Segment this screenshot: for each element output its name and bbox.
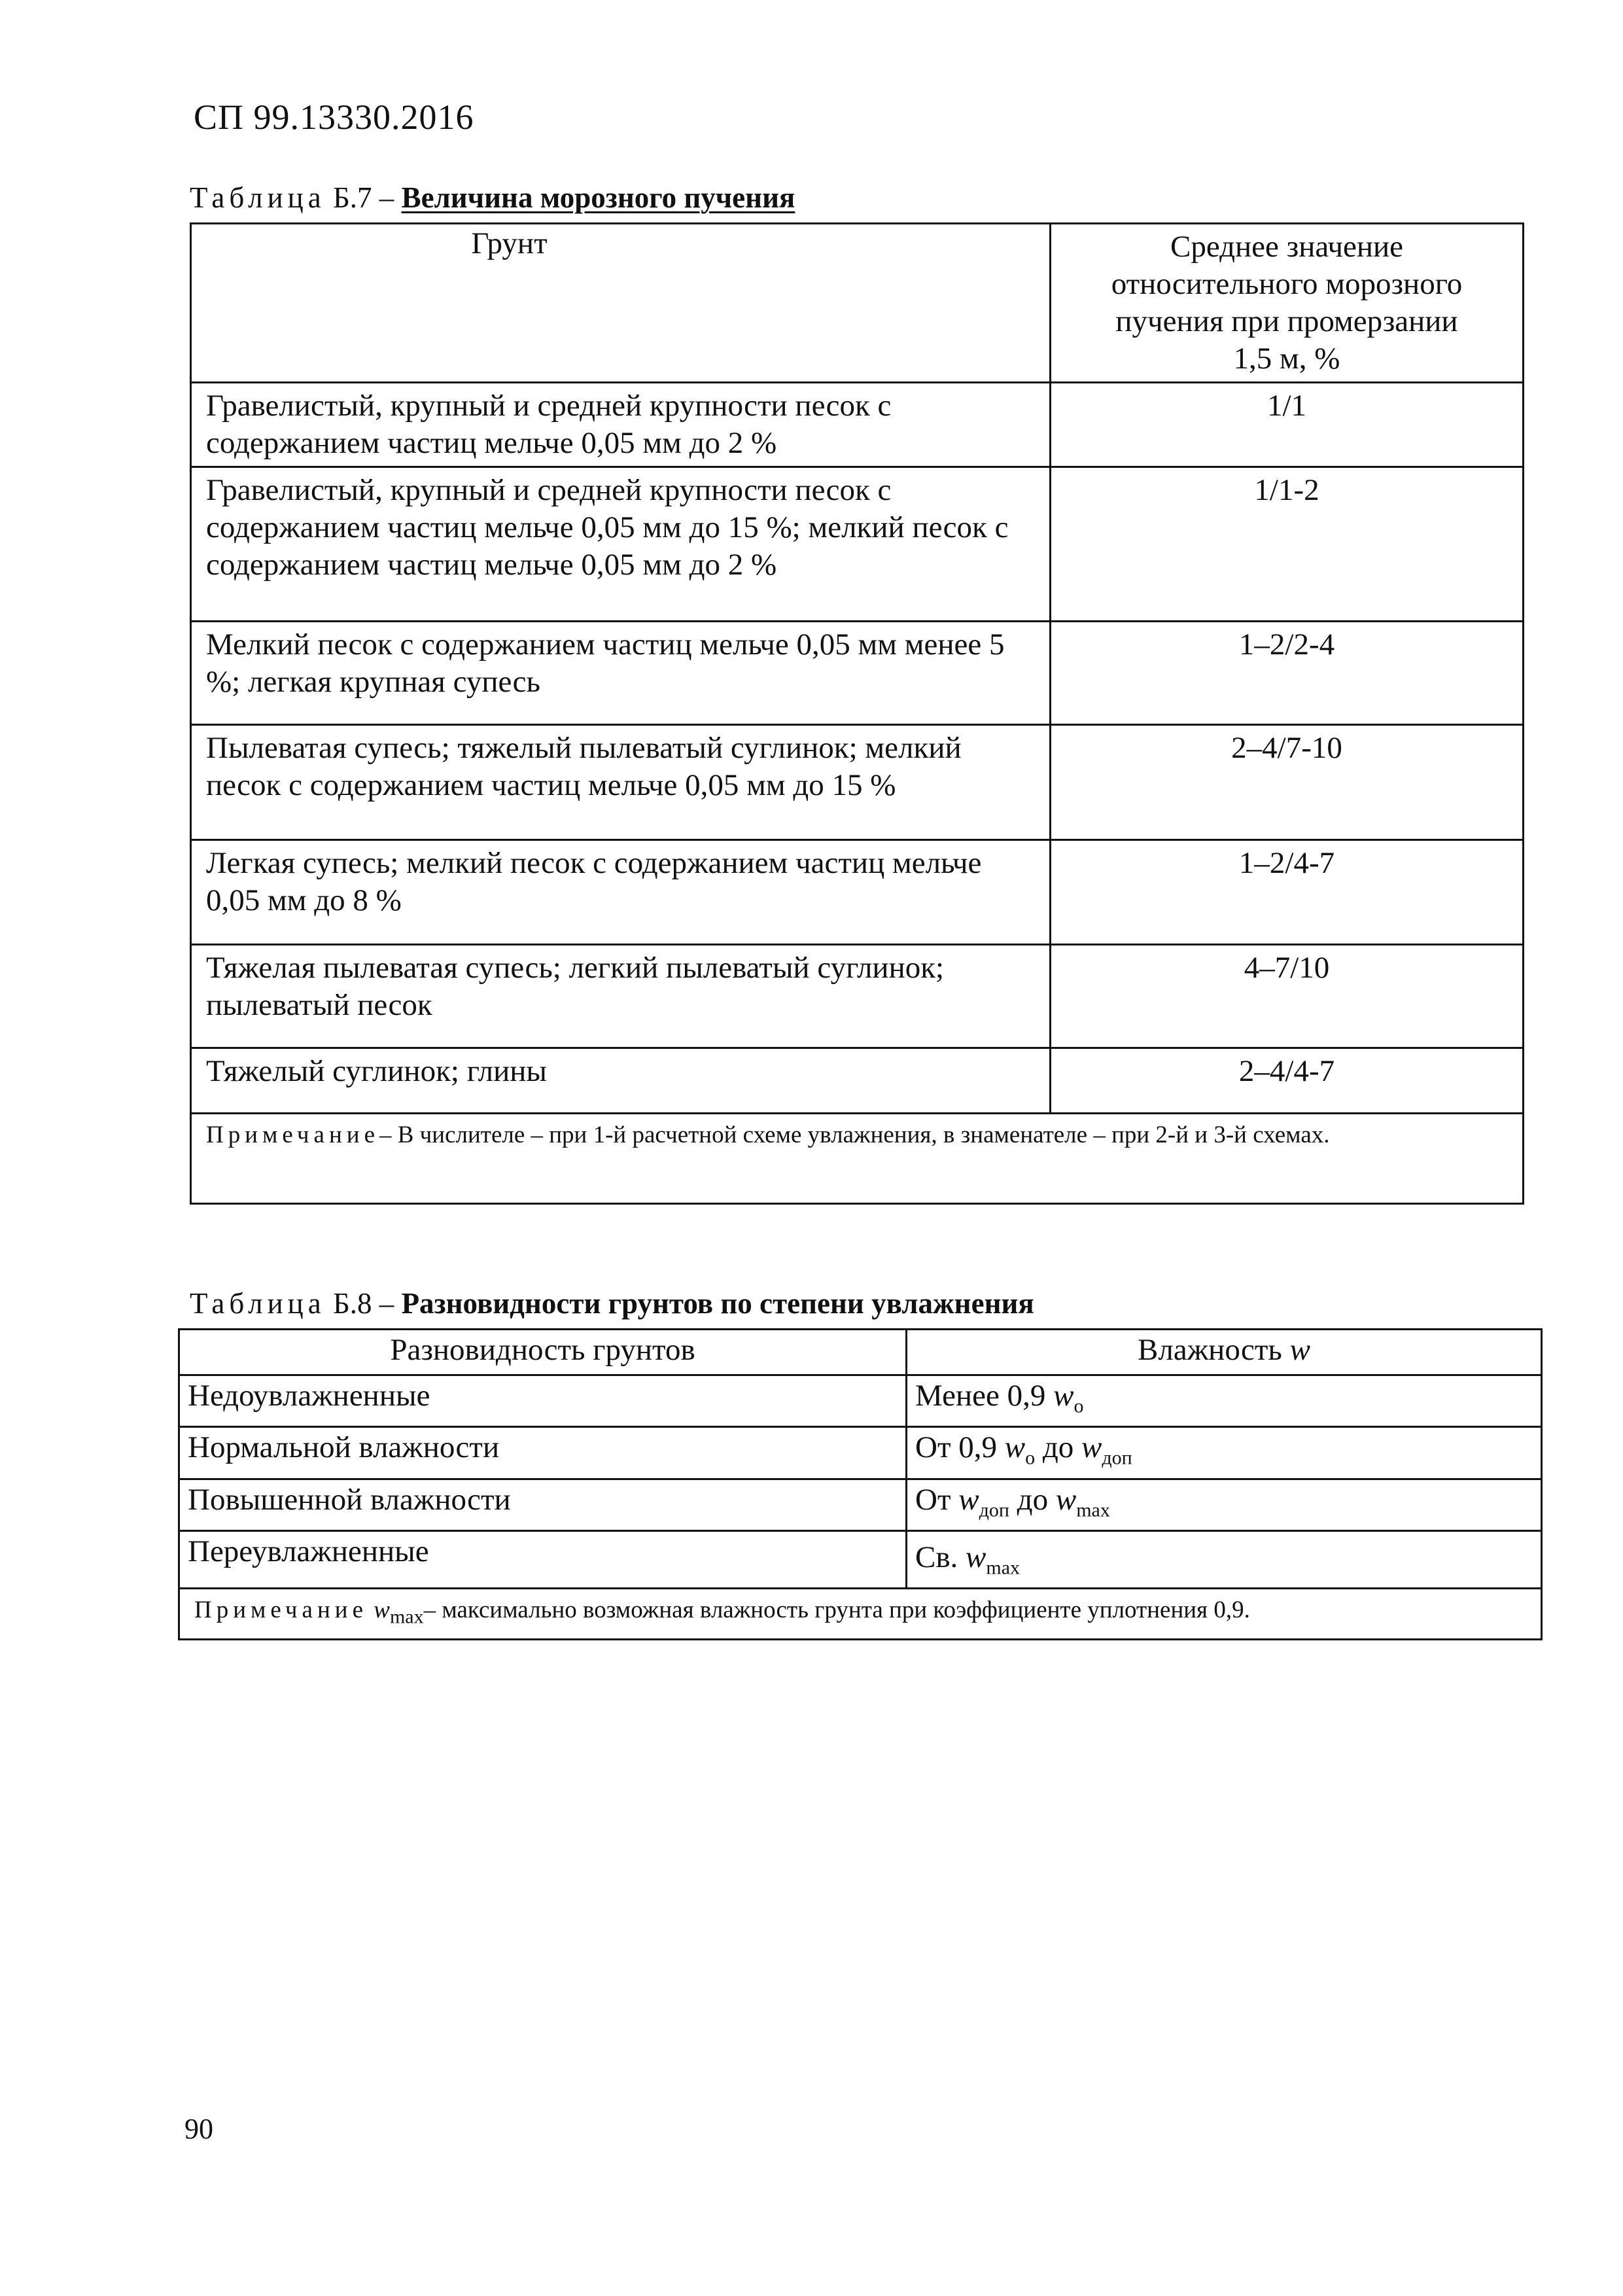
moisture-subscript: о: [1025, 1447, 1036, 1469]
table-b7-header-value: Среднее значение относительного морозного пучения при промерзании 1,5 м, %: [1051, 224, 1524, 383]
table-b8-moisture-cell: [907, 1479, 1542, 1530]
table-b7: [190, 222, 1524, 1205]
table-b7-label: Таблица: [190, 181, 326, 214]
moisture-prefix: Св.: [915, 1540, 958, 1574]
table-b8-label: Таблица: [190, 1287, 326, 1320]
table-b8-moisture-cell: [907, 1375, 1542, 1427]
table-b7-value-cell: 1–2/4-7: [1051, 840, 1524, 945]
table-b7-note-label: Примечание: [206, 1122, 379, 1148]
table-b8-variety-cell: Недоувлажненные: [179, 1375, 907, 1427]
moisture-prefix: Менее 0,9: [915, 1379, 1046, 1413]
table-b8-note: [179, 1589, 1542, 1639]
table-row: [191, 622, 1524, 725]
table-b8-moisture-cell: [907, 1531, 1542, 1589]
table-b7-note-text: – В числителе – при 1-й расчетной схеме увлажнения, в знаменателе – при 2-й и 3-й схемах.: [379, 1122, 1330, 1148]
moisture-subscript: доп: [979, 1499, 1009, 1521]
table-row: [191, 1048, 1524, 1114]
table-row: [191, 945, 1524, 1048]
table-b7-value-cell: 1–2/2-4: [1051, 622, 1524, 725]
table-b8-caption: [190, 1286, 1034, 1320]
table-row: [179, 1427, 1542, 1479]
table-b8-header-moisture-label: Влажность: [1138, 1333, 1282, 1367]
table-b7-value-cell: 4–7/10: [1051, 945, 1524, 1048]
table-b8-header-moisture: [907, 1330, 1542, 1375]
moisture-subscript: о: [1073, 1395, 1084, 1417]
table-b8-moisture-cell: [907, 1427, 1542, 1479]
table-b7-note-row: [191, 1114, 1524, 1204]
table-row: [191, 840, 1524, 945]
table-b8-note-row: [179, 1589, 1542, 1639]
table-b7-value-cell: 1/1: [1051, 383, 1524, 467]
moisture-symbol: w: [1053, 1379, 1074, 1413]
table-b8-note-subscript: max: [389, 1606, 424, 1628]
table-b7-soil-cell: Гравелистый, крупный и средней крупности песок с содержанием частиц мельче 0,05 мм до 15 %; мелкий песок с содержанием частиц мельче 0,05 мм до 2 %: [191, 467, 1051, 622]
document-code: СП 99.13330.2016: [194, 97, 474, 137]
table-b8-header-variety: Разновидность грунтов: [179, 1330, 907, 1375]
table-b8-number: Б.8 –: [332, 1287, 394, 1320]
table-row: [191, 467, 1524, 622]
table-b7-number: Б.7 –: [332, 181, 394, 214]
table-b8-title: Разновидности грунтов по степени увлажнения: [401, 1287, 1034, 1320]
table-b7-soil-cell: Мелкий песок с содержанием частиц мельче 0,05 мм менее 5 %; легкая крупная супесь: [191, 622, 1051, 725]
moisture-symbol: w: [1004, 1430, 1026, 1465]
moisture-prefix: От: [915, 1482, 951, 1517]
table-b7-value-cell: 2–4/7-10: [1051, 725, 1524, 840]
moisture-symbol: w: [958, 1482, 979, 1517]
moisture-connector: до: [1042, 1430, 1074, 1465]
table-b7-value-cell: 2–4/4-7: [1051, 1048, 1524, 1114]
table-b7-soil-cell: Тяжелая пылеватая супесь; легкий пылеватый суглинок; пылеватый песок: [191, 945, 1051, 1048]
table-b8-note-separator: [368, 1597, 374, 1623]
table-b7-caption: [190, 181, 795, 215]
table-row: [179, 1479, 1542, 1530]
table-row: [179, 1531, 1542, 1589]
table-b8-header-row: [179, 1330, 1542, 1375]
table-b7-soil-cell: Гравелистый, крупный и средней крупности песок с содержанием частиц мельче 0,05 мм до 2 %: [191, 383, 1051, 467]
moisture-subscript: max: [1076, 1499, 1110, 1521]
table-row: [179, 1375, 1542, 1427]
moisture-subscript: доп: [1102, 1447, 1132, 1469]
table-b7-soil-cell: Легкая супесь; мелкий песок с содержанием частиц мельче 0,05 мм до 8 %: [191, 840, 1051, 945]
table-b7-note: [191, 1114, 1524, 1204]
moisture-prefix: От 0,9: [915, 1430, 997, 1465]
table-b7-soil-cell: Пылеватая супесь; тяжелый пылеватый суглинок; мелкий песок с содержанием частиц мельче 0,05 мм до 15 %: [191, 725, 1051, 840]
table-row: [191, 725, 1524, 840]
table-row: [191, 383, 1524, 467]
moisture-symbol: w: [966, 1540, 986, 1574]
table-b8-note-symbol: w: [374, 1597, 390, 1624]
table-b8-header-moisture-symbol: w: [1289, 1333, 1310, 1367]
table-b7-soil-cell: Тяжелый суглинок; глины: [191, 1048, 1051, 1114]
table-b7-value-cell: 1/1-2: [1051, 467, 1524, 622]
table-b8-variety-cell: Нормальной влажности: [179, 1427, 907, 1479]
page-number: 90: [184, 2113, 213, 2145]
table-b8-variety-cell: Повышенной влажности: [179, 1479, 907, 1530]
table-b7-title: Величина морозного пучения: [401, 181, 795, 214]
table-b8-note-label: Примечание: [194, 1597, 368, 1624]
moisture-symbol: w: [1081, 1430, 1102, 1465]
table-b7-header-row: [191, 224, 1524, 383]
moisture-symbol: w: [1055, 1482, 1077, 1517]
table-b8-note-text: – максимально возможная влажность грунта при коэффициенте уплотнения 0,9.: [423, 1597, 1250, 1624]
moisture-subscript: max: [986, 1557, 1021, 1579]
moisture-connector: до: [1017, 1482, 1049, 1517]
table-b8-variety-cell: Переувлажненные: [179, 1531, 907, 1589]
table-b8: [178, 1328, 1543, 1640]
table-b7-header-soil: Грунт: [191, 224, 1051, 383]
